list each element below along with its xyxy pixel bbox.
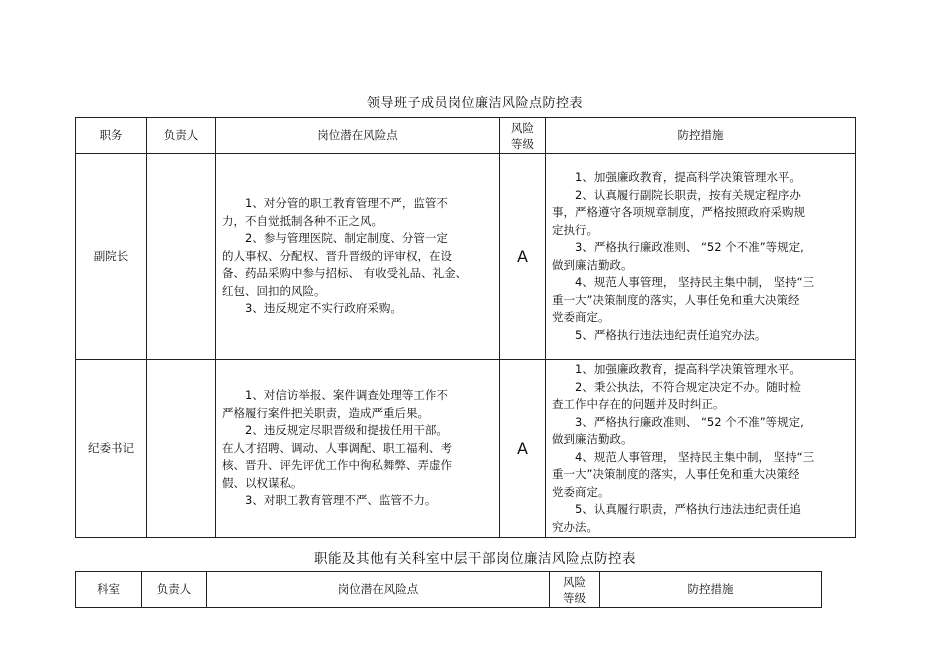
header-level-line1: 风险: [563, 574, 586, 589]
document-title-2: 职能及其他有关科室中层干部岗位廉洁风险点防控表: [314, 551, 636, 567]
risk-line: 2、违反规定尽职晋级和提拔任用干部。: [245, 423, 448, 438]
risk-line: 3、对职工教育管理不严、监管不力。: [245, 493, 437, 508]
header-level-line2: 等级: [563, 590, 586, 605]
risk-line: 严格履行案件把关职责，造成严重后果。: [222, 405, 429, 420]
person-cell: [147, 360, 216, 538]
risk-line: 3、违反规定不实行政府采购。: [245, 301, 402, 316]
measure-line: 2、认真履行副院长职责，按有关规定程序办: [575, 187, 801, 202]
position-cell: 纪委书记: [76, 360, 147, 538]
leadership-risk-table: [75, 117, 856, 538]
measure-line: 5、认真履行职责，严格执行违法违纪责任追: [575, 502, 801, 516]
measure-line: 1、加强廉政教育，提高科学决策管理水平。: [575, 362, 801, 376]
position-cell: 副院长: [76, 154, 147, 360]
measure-line: 4、规范人事管理， 坚持民主集中制， 坚持“三: [575, 449, 815, 464]
department-risk-table: [75, 571, 822, 608]
risk-line: 在人才招聘、调动、人事调配、职工福利、考: [222, 440, 452, 455]
measures-cell: [546, 360, 856, 538]
person-cell: [147, 154, 216, 360]
table-header-row: [76, 118, 856, 154]
risk-level-cell: A: [500, 360, 546, 538]
table-row: [76, 360, 856, 538]
risk-line: 假、以权谋私。: [222, 475, 303, 490]
risk-line: 力，不自觉抵制各种不正之风。: [222, 213, 383, 228]
header-level-line2: 等级: [511, 136, 534, 151]
measure-line: 查工作中存在的问题并及时纠正。: [552, 397, 725, 411]
document-title: 领导班子成员岗位廉洁风险点防控表: [366, 96, 583, 111]
header-level: [500, 118, 546, 154]
measure-line: 3、严格执行廉政准则、 “52 个不准”等规定,: [575, 414, 804, 429]
measure-line: 2、秉公执法，不符合规定决定不办。随时检: [575, 379, 801, 394]
header-position: 职务: [76, 118, 147, 154]
risk-cell: [216, 360, 500, 538]
measures-cell: [546, 154, 856, 360]
measure-line: 究办法。: [552, 519, 598, 534]
table-header-row: [76, 572, 822, 608]
measure-line: 定执行。: [552, 222, 598, 237]
header-risk: 岗位潜在风险点: [207, 572, 550, 608]
measure-line: 党委商定。: [552, 484, 610, 499]
header-person: 负责人: [142, 572, 207, 608]
risk-line: 的人事权、分配权、晋升晋级的评审权，在设: [222, 248, 452, 263]
risk-line: 2、参与管理医院、制定制度、分管一定: [245, 231, 448, 246]
measure-line: 3、严格执行廉政准则、 “52 个不准”等规定,: [575, 240, 804, 254]
header-risk: 岗位潜在风险点: [216, 118, 500, 154]
header-measures: 防控措施: [546, 118, 856, 154]
header-level-line1: 风险: [511, 120, 534, 135]
measure-line: 重一大”决策制度的落实，人事任免和重大决策经: [552, 292, 800, 307]
risk-level-cell: A: [500, 154, 546, 360]
risk-line: 红包、回扣的风险。: [222, 283, 326, 298]
measure-line: 事，严格遵守各项规章制度，严格按照政府采购规: [552, 205, 805, 219]
header-measures: 防控措施: [600, 572, 822, 608]
measure-line: 4、规范人事管理， 坚持民主集中制， 坚持“三: [575, 275, 815, 289]
measure-line: 做到廉洁勤政。: [552, 257, 633, 272]
risk-line: 核、晋升、评先评优工作中徇私舞弊、弄虚作: [222, 458, 452, 473]
risk-cell: [216, 154, 500, 360]
measure-line: 党委商定。: [552, 310, 610, 324]
measure-line: 重一大”决策制度的落实，人事任免和重大决策经: [552, 467, 800, 481]
risk-line: 1、对分管的职工教育管理不严，监管不: [245, 196, 448, 211]
risk-line: 备、药品采购中参与招标、 有收受礼品、礼金、: [222, 266, 468, 281]
header-person: 负责人: [147, 118, 216, 154]
risk-line: 1、对信访举报、案件调查处理等工作不: [245, 388, 448, 403]
header-dept: 科室: [76, 572, 142, 608]
measure-line: 5、严格执行违法违纪责任追究办法。: [575, 327, 767, 342]
table-row: [76, 154, 856, 360]
measure-line: 做到廉洁勤政。: [552, 432, 633, 446]
measure-line: 1、加强廉政教育，提高科学决策管理水平。: [575, 170, 801, 184]
header-level: [550, 572, 600, 608]
